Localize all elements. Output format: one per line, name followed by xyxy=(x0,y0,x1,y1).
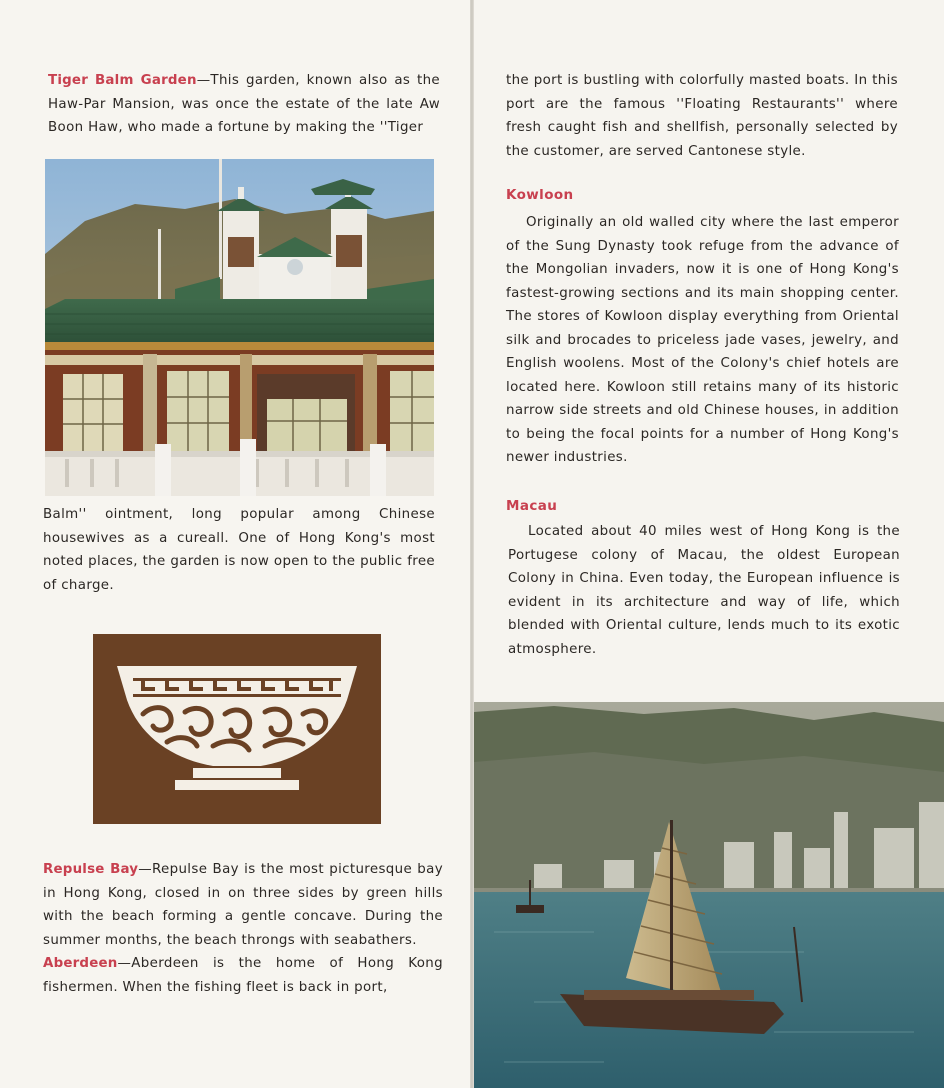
aberdeen-continued-text: the port is bustling with colorfully masted boats. In this port are the famous ''Floating Restaurants'' where fresh caught fish and shellfish, personally selected by the customer, are served Cantonese style. xyxy=(506,73,898,159)
repulse-bay-text: —Repulse Bay is the most picturesque bay in Hong Kong, closed in on three sides by green hills with the beach forming a gentle concave. During the summer months, the beach throngs with seabathers. xyxy=(43,862,443,948)
tiger-balm-paragraph-part2 xyxy=(43,503,435,597)
kowloon-paragraph xyxy=(506,211,899,470)
macau-text: Located about 40 miles west of Hong Kong is the Portugese colony of Macau, the oldest European Colony in China. Even today, the European influence is evident in its architecture and way of life, which blended with Oriental culture, lends much to its exotic atmosphere. xyxy=(508,524,900,657)
aberdeen-continued-paragraph xyxy=(506,69,898,163)
mansion-photo xyxy=(45,159,434,496)
left-page xyxy=(0,0,470,1088)
aberdeen-heading: Aberdeen xyxy=(43,956,118,971)
right-page xyxy=(474,0,944,1088)
repulse-aberdeen-block xyxy=(43,858,443,999)
kowloon-text: Originally an old walled city where the last emperor of the Sung Dynasty took refuge from the advance of the Mongolian invaders, now it is one of Hong Kong's fastest-growing sections and its main shopping center. The stores of Kowloon display everything from Oriental silk and brocades to priceless jade vases, jewelry, and English woolens. Most of the Colony's chief hotels are located here. Kowloon still retains many of its historic narrow side streets and old Chinese houses, in addition to being the focal points for a number of Hong Kong's newer industries. xyxy=(506,215,899,465)
bowl-illustration xyxy=(93,634,381,824)
tiger-balm-paragraph-part1 xyxy=(48,69,440,140)
tiger-balm-mansion-photo xyxy=(45,159,434,496)
repulse-bay-heading: Repulse Bay xyxy=(43,862,139,877)
macau-paragraph xyxy=(508,520,900,661)
tiger-balm-heading: Tiger Balm Garden xyxy=(48,73,197,88)
macau-heading: Macau xyxy=(506,498,558,514)
harbor-junk-photo xyxy=(474,702,944,1088)
junk-harbor-photo xyxy=(474,702,944,1088)
tiger-balm-text-before: —This garden, known also as the Haw-Par Mansion, was once the estate of the late Aw Boon Haw, who made a fortune by making the ''Tiger xyxy=(48,73,441,135)
tiger-balm-text-after: Balm'' ointment, long popular among Chinese housewives as a cureall. One of Hong Kong's most noted places, the garden is now open to the public free of charge. xyxy=(43,507,435,593)
aberdeen-text: —Aberdeen is the home of Hong Kong fishermen. When the fishing fleet is back in port, xyxy=(43,956,443,995)
bowl-icon xyxy=(93,634,381,824)
kowloon-heading: Kowloon xyxy=(506,187,574,203)
